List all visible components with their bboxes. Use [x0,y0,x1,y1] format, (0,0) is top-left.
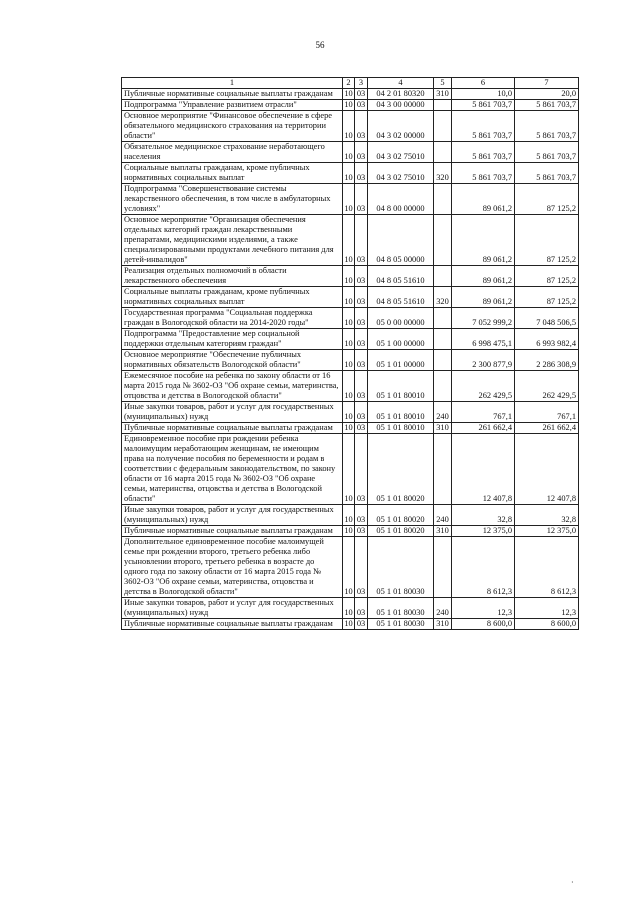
row-value-cell: 10 [343,215,355,266]
row-value-cell: 05 1 01 80020 [368,505,434,526]
table-row [122,505,579,526]
header-cell: 7 [515,78,579,89]
table-row [122,619,579,630]
row-value-cell [434,308,452,329]
row-value-cell: 03 [355,111,368,142]
row-name-cell: Подпрограмма "Предоставление мер социальной поддержки отдельным категориям граждан" [122,329,343,350]
row-value-cell: 03 [355,537,368,598]
row-value-cell: 05 0 00 00000 [368,308,434,329]
row-name-cell: Подпрограмма "Совершенствование системы лекарственного обеспечения, в том числе в амбулаторных условиях" [122,184,343,215]
row-value-cell: 89 061,2 [452,215,515,266]
table-row [122,142,579,163]
row-value-cell: 8 600,0 [515,619,579,630]
row-value-cell: 6 993 982,4 [515,329,579,350]
row-value-cell: 240 [434,598,452,619]
row-value-cell: 10 [343,598,355,619]
row-value-cell: 310 [434,423,452,434]
row-value-cell: 03 [355,402,368,423]
row-value-cell: 05 1 01 80010 [368,423,434,434]
row-name-cell: Иные закупки товаров, работ и услуг для государственных (муниципальных) нужд [122,402,343,423]
header-cell: 5 [434,78,452,89]
row-value-cell: 2 300 877,9 [452,350,515,371]
row-value-cell: 12 407,8 [515,434,579,505]
row-value-cell: 05 1 00 00000 [368,329,434,350]
row-value-cell: 89 061,2 [452,287,515,308]
row-value-cell: 05 1 01 80030 [368,537,434,598]
row-value-cell: 04 3 02 00000 [368,111,434,142]
row-value-cell: 12,3 [515,598,579,619]
table-row [122,329,579,350]
row-value-cell: 10,0 [452,89,515,100]
row-value-cell: 5 861 703,7 [452,100,515,111]
row-value-cell: 261 662,4 [515,423,579,434]
row-value-cell: 8 600,0 [452,619,515,630]
row-name-cell: Основное мероприятие "Финансовое обеспечение в сфере обязательного медицинского страхования на территории области" [122,111,343,142]
table-row [122,350,579,371]
row-value-cell: 12 407,8 [452,434,515,505]
row-value-cell: 320 [434,287,452,308]
row-value-cell: 89 061,2 [452,266,515,287]
row-name-cell: Иные закупки товаров, работ и услуг для государственных (муниципальных) нужд [122,598,343,619]
row-value-cell: 5 861 703,7 [452,163,515,184]
row-value-cell: 7 048 506,5 [515,308,579,329]
row-name-cell: Единовременное пособие при рождении ребенка малоимущим неработающим женщинам, не имеющим права на получение пособия по беременности и родам в соответствии с федеральным законодательством, по закону области от 16 марта 2015 года № 3602-ОЗ "Об охране семьи, материнства, отцовства и детства в Вологодской области" [122,434,343,505]
row-value-cell: 03 [355,598,368,619]
row-value-cell: 5 861 703,7 [515,163,579,184]
budget-table [121,77,579,630]
row-name-cell: Публичные нормативные социальные выплаты гражданам [122,526,343,537]
row-value-cell: 03 [355,89,368,100]
row-value-cell: 10 [344,423,353,432]
row-value-cell: 03 [355,287,368,308]
row-value-cell: 04 3 02 75010 [368,142,434,163]
row-value-cell: 10 [344,89,353,98]
header-row [122,78,579,89]
table-row [122,526,579,537]
row-value-cell: 05 1 01 80030 [368,619,434,630]
row-value-cell: 04 8 05 51610 [368,266,434,287]
row-value-cell: 10 [343,350,355,371]
row-value-cell: 10 [343,142,355,163]
row-value-cell: 03 [355,505,368,526]
row-value-cell: 03 [355,308,368,329]
header-cell: 6 [452,78,515,89]
row-value-cell: 10 [343,266,355,287]
row-value-cell: 10 [344,619,353,628]
row-value-cell: 12,3 [452,598,515,619]
table-row [122,266,579,287]
row-value-cell [434,371,452,402]
row-name-cell: Обязательное медицинское страхование неработающего населения [122,142,343,163]
row-value-cell: 10 [344,100,353,109]
row-value-cell: 10 [343,329,355,350]
row-value-cell: 10 [343,505,355,526]
row-name-cell: Публичные нормативные социальные выплаты гражданам [122,89,343,100]
table-row [122,308,579,329]
row-value-cell: 10 [343,371,355,402]
row-value-cell: 89 061,2 [452,184,515,215]
row-value-cell: 8 612,3 [515,537,579,598]
row-name-cell: Государственная программа "Социальная поддержка граждан в Вологодской области на 2014-2020 годы" [122,308,343,329]
row-value-cell: 10 [343,163,355,184]
row-value-cell: 767,1 [452,402,515,423]
row-value-cell: 05 1 01 80020 [368,434,434,505]
table-row [122,434,579,505]
page-edge-mark: · [571,878,574,887]
row-value-cell: 87 125,2 [515,184,579,215]
row-name-cell: Реализация отдельных полномочий в области лекарственного обеспечения [122,266,343,287]
row-value-cell: 04 2 01 80320 [368,89,434,100]
table-row [122,184,579,215]
row-name-cell: Основное мероприятие "Организация обеспечения отдельных категорий граждан лекарственными препаратами, медицинскими изделиями, а также специализированными продуктами лечебного питания для детей-инвалидов" [122,215,343,266]
row-value-cell: 261 662,4 [452,423,515,434]
row-value-cell: 04 8 00 00000 [368,184,434,215]
row-value-cell [434,434,452,505]
header-cell: 4 [368,78,434,89]
table-row [122,537,579,598]
header-cell: 1 [122,78,343,89]
row-name-cell: Публичные нормативные социальные выплаты гражданам [122,423,343,434]
row-value-cell: 03 [355,423,368,434]
row-value-cell: 10 [344,526,353,535]
row-value-cell: 10 [343,287,355,308]
row-value-cell: 03 [355,350,368,371]
row-value-cell: 32,8 [515,505,579,526]
row-value-cell: 320 [434,163,452,184]
row-value-cell: 12 375,0 [515,526,579,537]
page-number: 56 [315,40,325,50]
row-value-cell: 20,0 [515,89,579,100]
row-value-cell: 03 [355,163,368,184]
row-name-cell: Основное мероприятие "Обеспечение публичных нормативных обязательств Вологодской области" [122,350,343,371]
row-value-cell: 8 612,3 [452,537,515,598]
row-value-cell: 03 [355,100,368,111]
row-value-cell: 262 429,5 [515,371,579,402]
row-value-cell: 767,1 [515,402,579,423]
row-value-cell: 310 [434,526,452,537]
row-value-cell: 87 125,2 [515,215,579,266]
row-value-cell [434,350,452,371]
row-name-cell: Подпрограмма "Управление развитием отрасли" [122,100,343,111]
row-value-cell: 05 1 01 80020 [368,526,434,537]
row-value-cell: 03 [355,371,368,402]
row-value-cell: 310 [434,619,452,630]
row-value-cell [434,215,452,266]
row-value-cell: 240 [434,402,452,423]
row-value-cell: 10 [343,111,355,142]
row-value-cell: 05 1 01 80030 [368,598,434,619]
header-cell: 2 [343,78,355,89]
row-value-cell: 03 [355,215,368,266]
row-name-cell: Социальные выплаты гражданам, кроме публичных нормативных социальных выплат [122,163,343,184]
row-value-cell: 240 [434,505,452,526]
table-row [122,287,579,308]
table-row [122,215,579,266]
row-value-cell: 5 861 703,7 [515,100,579,111]
row-name-cell: Ежемесячное пособие на ребенка по закону области от 16 марта 2015 года № 3602-ОЗ "Об охране семьи, материнства, отцовства и детства в Вологодской области" [122,371,343,402]
row-value-cell [434,537,452,598]
row-value-cell [434,111,452,142]
row-value-cell [434,142,452,163]
row-value-cell: 05 1 01 80010 [368,402,434,423]
header-cell: 3 [355,78,368,89]
row-value-cell: 310 [434,89,452,100]
table-row [122,598,579,619]
row-value-cell: 12 375,0 [452,526,515,537]
row-value-cell: 87 125,2 [515,266,579,287]
row-value-cell: 10 [343,537,355,598]
row-value-cell: 05 1 01 80010 [368,371,434,402]
row-value-cell: 04 3 02 75010 [368,163,434,184]
row-value-cell: 87 125,2 [515,287,579,308]
row-value-cell: 03 [355,434,368,505]
row-name-cell: Публичные нормативные социальные выплаты гражданам [122,619,343,630]
row-value-cell: 262 429,5 [452,371,515,402]
row-value-cell [434,266,452,287]
table-row [122,371,579,402]
row-value-cell: 10 [343,434,355,505]
row-value-cell: 03 [355,142,368,163]
row-value-cell: 04 3 00 00000 [368,100,434,111]
row-value-cell: 05 1 01 00000 [368,350,434,371]
row-value-cell: 04 8 05 00000 [368,215,434,266]
table-row [122,100,579,111]
row-name-cell: Иные закупки товаров, работ и услуг для государственных (муниципальных) нужд [122,505,343,526]
row-value-cell: 03 [355,184,368,215]
row-value-cell [434,329,452,350]
row-value-cell: 6 998 475,1 [452,329,515,350]
row-value-cell: 5 861 703,7 [452,142,515,163]
row-value-cell: 03 [355,526,368,537]
table-row [122,423,579,434]
row-value-cell [434,100,452,111]
row-value-cell: 10 [343,308,355,329]
row-value-cell: 5 861 703,7 [515,142,579,163]
row-name-cell: Социальные выплаты гражданам, кроме публичных нормативных социальных выплат [122,287,343,308]
row-value-cell: 03 [355,266,368,287]
row-value-cell: 7 052 999,2 [452,308,515,329]
row-value-cell: 5 861 703,7 [515,111,579,142]
table-row [122,89,579,100]
row-name-cell: Дополнительное единовременное пособие малоимущей семье при рождении второго, третьего ребенка либо усыновлении второго, третьего ребенка в возрасте до одного года по закону области от 16 марта 2015 года № 3602-ОЗ "Об охране семьи, материнства, отцовства и детства в Вологодской области" [122,537,343,598]
table-row [122,402,579,423]
row-value-cell: 32,8 [452,505,515,526]
row-value-cell: 04 8 05 51610 [368,287,434,308]
table-row [122,163,579,184]
row-value-cell: 03 [355,329,368,350]
row-value-cell: 2 286 308,9 [515,350,579,371]
row-value-cell [434,184,452,215]
row-value-cell: 03 [355,619,368,630]
row-value-cell: 10 [343,184,355,215]
row-value-cell: 5 861 703,7 [452,111,515,142]
row-value-cell: 10 [343,402,355,423]
table-row [122,111,579,142]
